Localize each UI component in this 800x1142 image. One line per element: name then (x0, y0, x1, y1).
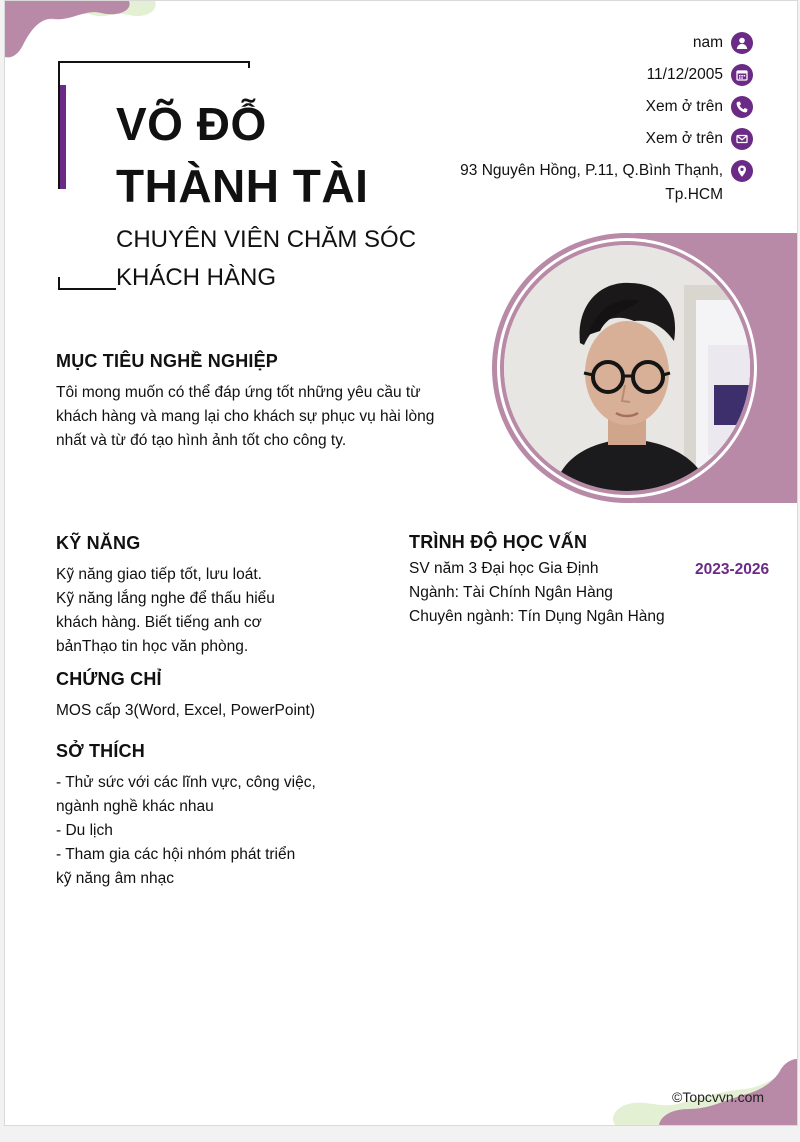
hobbies-text (56, 771, 317, 891)
education-years: 2023-2026 (695, 561, 770, 578)
phone-text: Xem ở trên (645, 98, 723, 115)
profile-photo (504, 245, 750, 491)
skills-line: Kỹ năng giao tiếp tốt, lưu loát. (56, 566, 262, 583)
email-text: Xem ở trên (645, 130, 723, 147)
frame-top-line (58, 61, 250, 63)
address-text (460, 159, 723, 207)
birthday-text: 11/12/2005 (646, 66, 723, 83)
frame-top-tick (248, 61, 250, 68)
objective-line: khách hàng và mang lại cho khách sự phục vụ hài lòng (56, 408, 435, 425)
education-heading: TRÌNH ĐỘ HỌC VẤN (409, 532, 588, 552)
address-line-1: 93 Nguyên Hồng, P.11, Q.Bình Thạnh, (460, 162, 723, 179)
certificate-line: MOS cấp 3(Word, Excel, PowerPoint) (56, 702, 315, 719)
hobby-line: - Thử sức với các lĩnh vực, công việc, (56, 774, 316, 791)
education-line: SV năm 3 Đại học Gia Định (409, 560, 599, 577)
objective-line: Tôi mong muốn có thể đáp ứng tốt những yêu cầu từ (56, 384, 421, 401)
contact-phone (413, 95, 753, 119)
skills-line: khách hàng. Biết tiếng anh cơ (56, 614, 262, 631)
education-line: Chuyên ngành: Tín Dụng Ngân Hàng (409, 608, 665, 625)
name-line-1: VÕ ĐỖ (116, 98, 267, 150)
bottom-right-decoration (605, 1051, 797, 1125)
user-icon (731, 32, 753, 54)
profile-photo-illustration (504, 245, 750, 491)
name-line-2: THÀNH TÀI (116, 160, 369, 212)
candidate-name (116, 93, 436, 217)
cv-page (4, 0, 798, 1126)
contact-address (413, 159, 753, 207)
skills-line: Kỹ năng lắng nghe để thấu hiểu (56, 590, 275, 607)
contact-email (413, 127, 753, 151)
footer-watermark: ©Topcvvn.com (672, 1089, 765, 1105)
mail-icon (731, 128, 753, 150)
job-title-line-2: KHÁCH HÀNG (116, 264, 277, 291)
calendar-icon (731, 64, 753, 86)
frame-bottom-line (58, 288, 116, 290)
frame-accent-bar (60, 85, 66, 189)
hobbies-heading: SỞ THÍCH (56, 741, 145, 761)
hobby-line: ngành nghề khác nhau (56, 798, 214, 815)
skills-text (56, 563, 317, 659)
contact-gender (413, 31, 753, 55)
hobby-line: - Du lịch (56, 822, 113, 839)
contact-info (413, 31, 753, 215)
objective-heading: MỤC TIÊU NGHỀ NGHIỆP (56, 351, 279, 371)
education-line: Ngành: Tài Chính Ngân Hàng (409, 584, 613, 601)
location-pin-icon (731, 160, 753, 182)
hobby-line: - Tham gia các hội nhóm phát triển (56, 846, 296, 863)
objective-line: nhất và từ đó tạo hình ảnh tốt cho công ty. (56, 432, 347, 449)
objective-text (56, 381, 451, 453)
phone-icon (731, 96, 753, 118)
certificates-text (56, 699, 356, 723)
skills-heading: KỸ NĂNG (56, 533, 141, 553)
gender-text: nam (692, 34, 723, 51)
address-line-2: Tp.HCM (665, 186, 723, 203)
contact-birthday (413, 63, 753, 87)
job-title (116, 221, 436, 297)
hobby-line: kỹ năng âm nhạc (56, 870, 175, 887)
skills-line: bảnThạo tin học văn phòng. (56, 638, 249, 655)
job-title-line-1: CHUYÊN VIÊN CHĂM SÓC (116, 226, 417, 253)
frame-bottom-tick (58, 277, 60, 289)
certificates-heading: CHỨNG CHỈ (56, 669, 162, 689)
top-left-decoration (5, 1, 165, 61)
education-text (409, 557, 689, 629)
